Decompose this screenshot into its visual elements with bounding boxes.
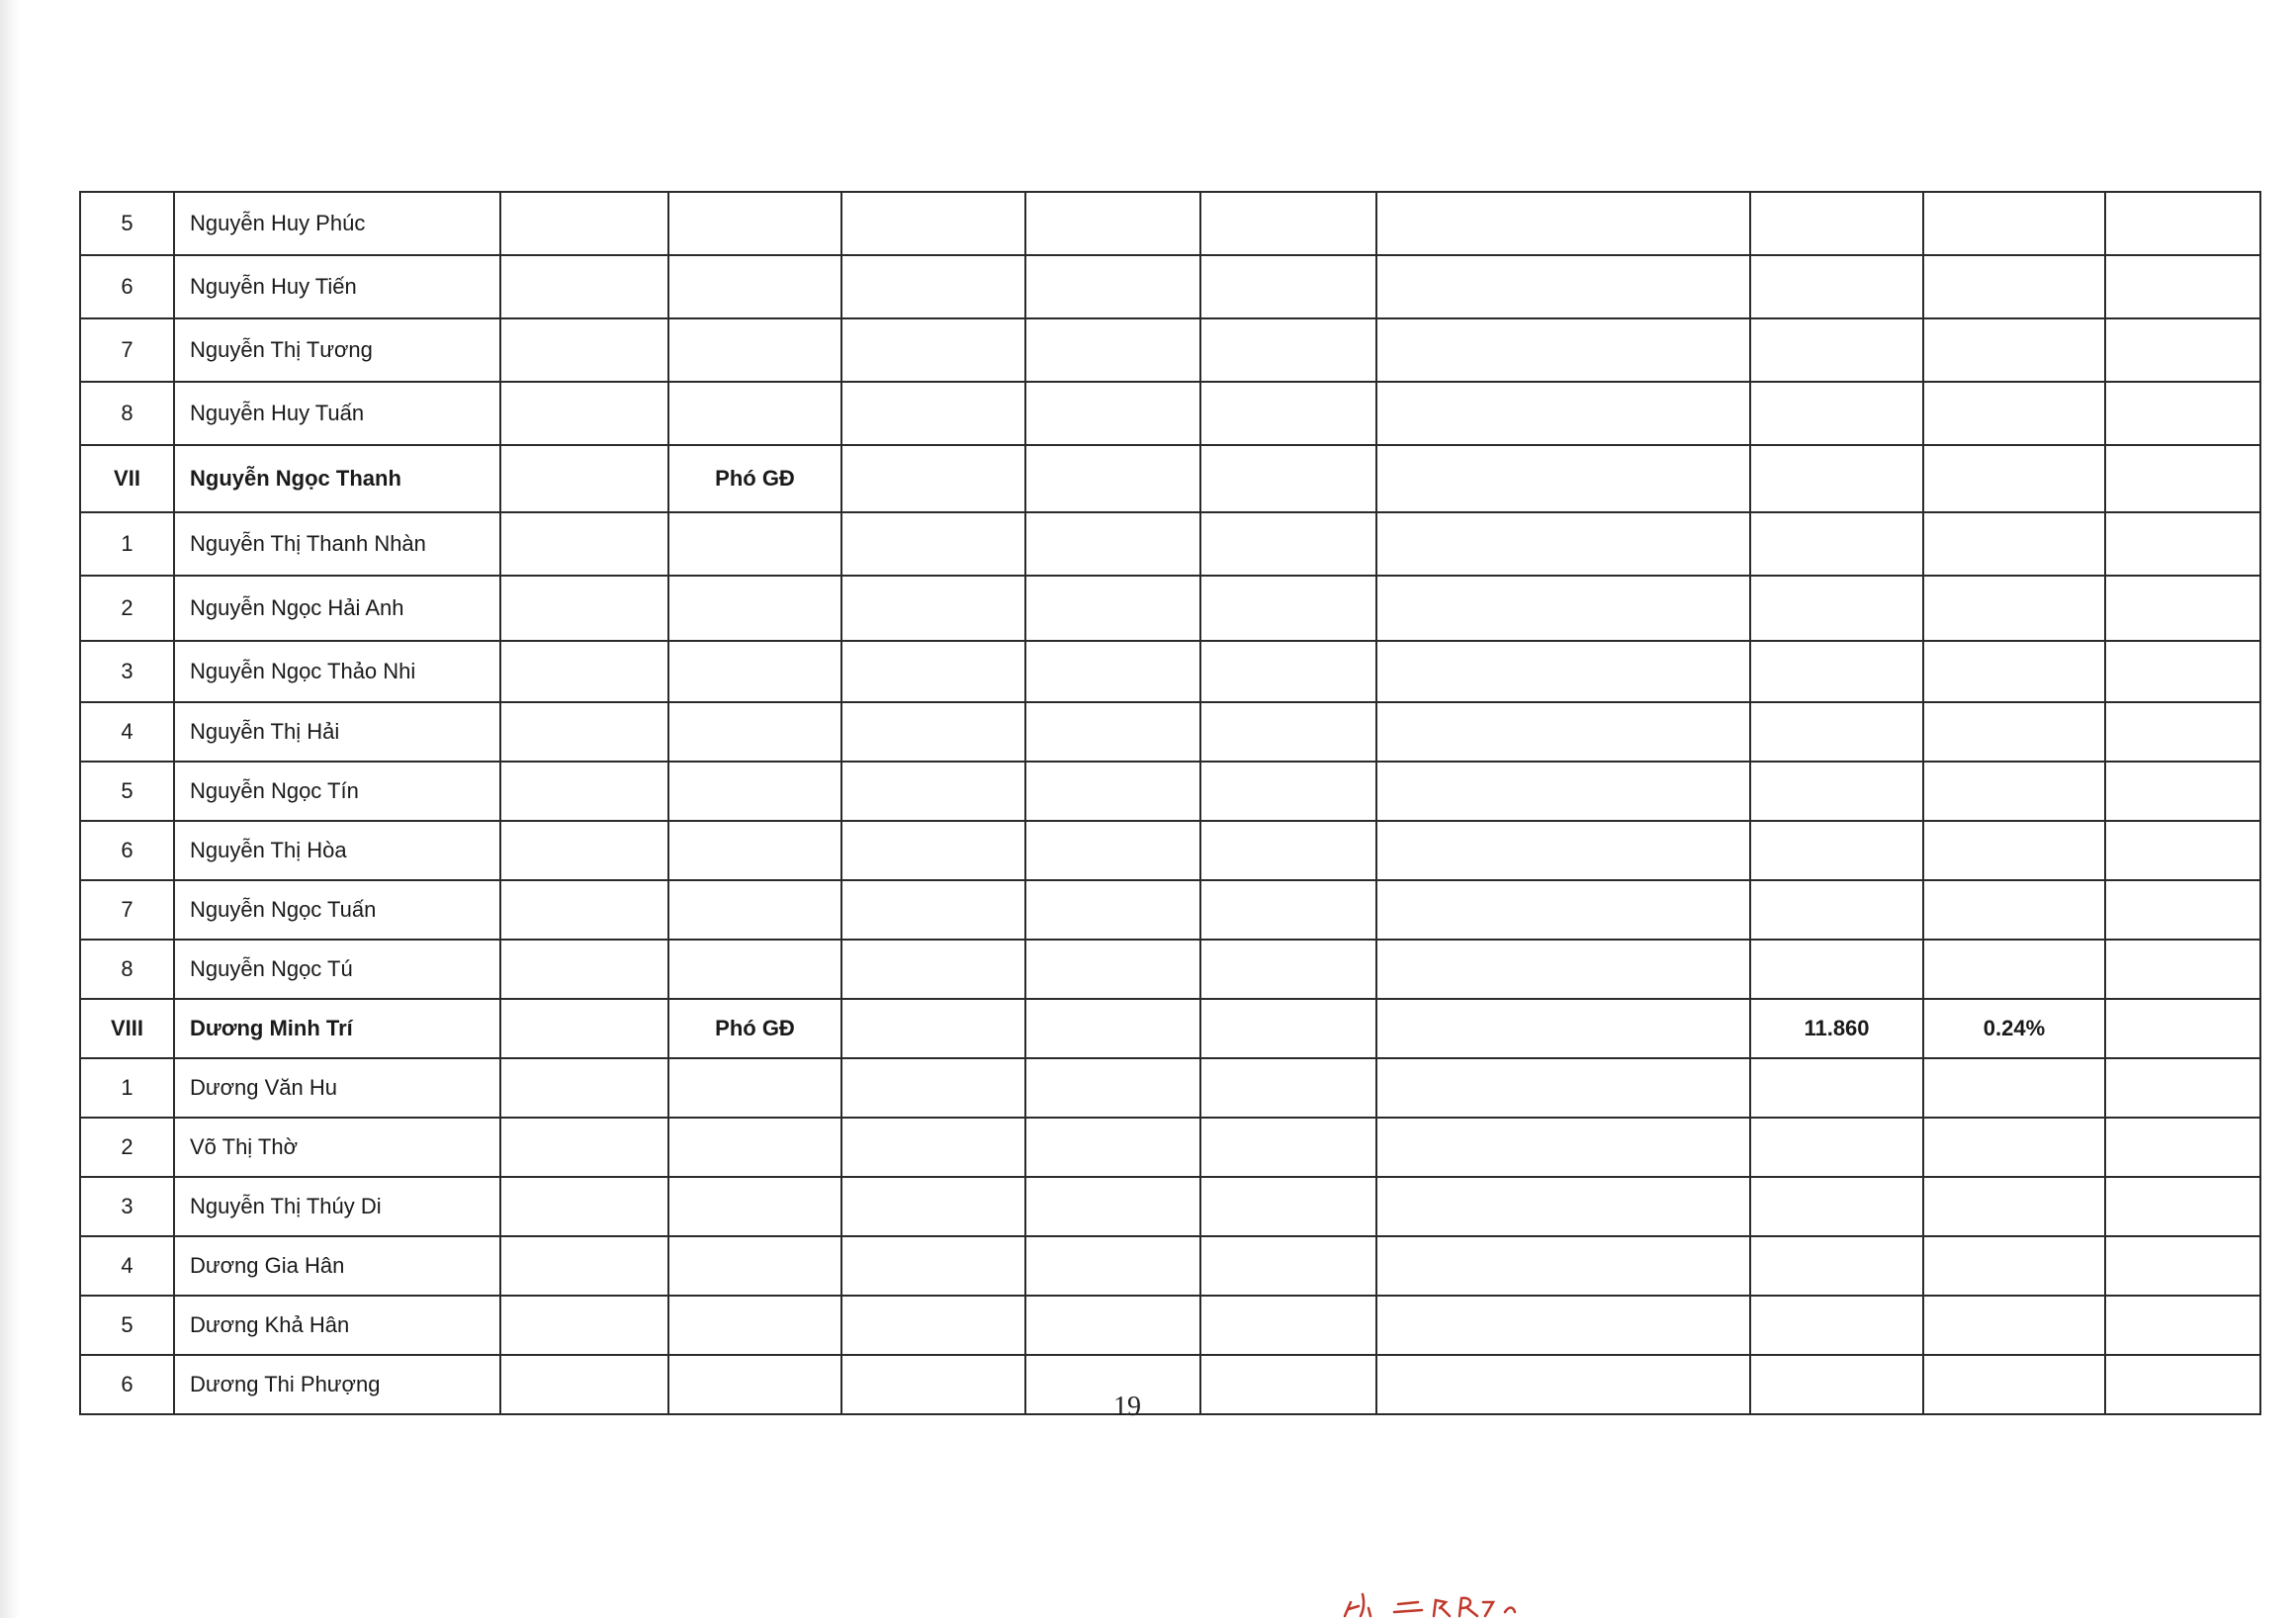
position-cell [668, 255, 841, 318]
position-cell [668, 1236, 841, 1296]
row-number-cell: 8 [80, 940, 174, 999]
empty-cell [1025, 255, 1200, 318]
address-cell [1376, 880, 1750, 940]
position-cell [668, 762, 841, 821]
id-cell [500, 576, 668, 641]
name-cell: Nguyễn Thị Thúy Di [174, 1177, 500, 1236]
empty-cell [1200, 255, 1376, 318]
name-cell: Dương Văn Hu [174, 1058, 500, 1118]
address-cell [1376, 762, 1750, 821]
id-cell [500, 1296, 668, 1355]
shares-cell [1750, 445, 1923, 512]
position-cell [668, 1355, 841, 1414]
table-row [80, 880, 2260, 940]
position-cell [668, 512, 841, 576]
table-row [80, 702, 2260, 762]
shares-cell [1750, 821, 1923, 880]
ratio-cell [1923, 255, 2105, 318]
empty-cell [841, 880, 1025, 940]
shares-cell [1750, 255, 1923, 318]
shares-cell [1750, 512, 1923, 576]
table-row [80, 1355, 2260, 1414]
position-cell [668, 1296, 841, 1355]
position-cell [668, 1118, 841, 1177]
note-cell [2105, 999, 2260, 1058]
name-cell: Nguyễn Ngọc Tuấn [174, 880, 500, 940]
ratio-cell [1923, 762, 2105, 821]
address-cell [1376, 702, 1750, 762]
note-cell [2105, 255, 2260, 318]
id-cell [500, 821, 668, 880]
row-number-cell: 3 [80, 1177, 174, 1236]
empty-cell [1200, 445, 1376, 512]
shares-cell [1750, 1058, 1923, 1118]
row-number-cell: VIII [80, 999, 174, 1058]
row-number-cell: 5 [80, 762, 174, 821]
empty-cell [1025, 382, 1200, 445]
shareholder-table-wrapper [79, 191, 2261, 1415]
ratio-cell [1923, 1118, 2105, 1177]
ratio-cell [1923, 1177, 2105, 1236]
empty-cell [1200, 702, 1376, 762]
id-cell [500, 1058, 668, 1118]
empty-cell [1025, 702, 1200, 762]
position-cell [668, 1177, 841, 1236]
table-row [80, 382, 2260, 445]
position-cell [668, 318, 841, 382]
empty-cell [841, 1058, 1025, 1118]
shares-cell [1750, 762, 1923, 821]
shares-cell [1750, 1296, 1923, 1355]
empty-cell [841, 762, 1025, 821]
empty-cell [1025, 1177, 1200, 1236]
ratio-cell [1923, 1236, 2105, 1296]
empty-cell [1025, 821, 1200, 880]
id-cell [500, 1118, 668, 1177]
position-cell [668, 702, 841, 762]
table-row [80, 318, 2260, 382]
empty-cell [1200, 940, 1376, 999]
empty-cell [1025, 999, 1200, 1058]
name-cell: Nguyễn Thị Hải [174, 702, 500, 762]
empty-cell [1200, 1177, 1376, 1236]
name-cell: Nguyễn Thị Thanh Nhàn [174, 512, 500, 576]
empty-cell [1200, 1058, 1376, 1118]
row-number-cell: 6 [80, 821, 174, 880]
empty-cell [1200, 1118, 1376, 1177]
table-body [80, 192, 2260, 1414]
empty-cell [1200, 192, 1376, 255]
empty-cell [841, 1118, 1025, 1177]
ratio-cell [1923, 641, 2105, 702]
row-number-cell: 7 [80, 318, 174, 382]
note-cell [2105, 880, 2260, 940]
note-cell [2105, 512, 2260, 576]
note-cell [2105, 641, 2260, 702]
name-cell: Nguyễn Thị Hòa [174, 821, 500, 880]
name-cell: Nguyễn Ngọc Thảo Nhi [174, 641, 500, 702]
shares-cell [1750, 1177, 1923, 1236]
address-cell [1376, 999, 1750, 1058]
name-cell: Dương Gia Hân [174, 1236, 500, 1296]
ratio-cell [1923, 702, 2105, 762]
empty-cell [841, 702, 1025, 762]
note-cell [2105, 192, 2260, 255]
shares-cell [1750, 192, 1923, 255]
note-cell [2105, 576, 2260, 641]
ratio-cell [1923, 382, 2105, 445]
shares-cell [1750, 940, 1923, 999]
row-number-cell: 1 [80, 1058, 174, 1118]
id-cell [500, 1355, 668, 1414]
address-cell [1376, 445, 1750, 512]
row-number-cell: 1 [80, 512, 174, 576]
id-cell [500, 702, 668, 762]
empty-cell [1200, 762, 1376, 821]
empty-cell [1200, 512, 1376, 576]
empty-cell [1200, 880, 1376, 940]
ratio-cell: 0.24% [1923, 999, 2105, 1058]
shares-cell [1750, 702, 1923, 762]
name-cell: Nguyễn Huy Phúc [174, 192, 500, 255]
scan-left-edge [0, 0, 20, 1618]
note-cell [2105, 821, 2260, 880]
empty-cell [1200, 1296, 1376, 1355]
id-cell [500, 512, 668, 576]
empty-cell [1200, 318, 1376, 382]
row-number-cell: 4 [80, 702, 174, 762]
row-number-cell: 2 [80, 576, 174, 641]
ratio-cell [1923, 1058, 2105, 1118]
note-cell [2105, 445, 2260, 512]
table-row [80, 641, 2260, 702]
ratio-cell [1923, 821, 2105, 880]
table-row [80, 940, 2260, 999]
row-number-cell: 5 [80, 192, 174, 255]
empty-cell [1025, 192, 1200, 255]
ratio-cell [1923, 512, 2105, 576]
address-cell [1376, 318, 1750, 382]
empty-cell [841, 192, 1025, 255]
ratio-cell [1923, 192, 2105, 255]
name-cell: Nguyễn Huy Tiến [174, 255, 500, 318]
name-cell: Dương Khả Hân [174, 1296, 500, 1355]
address-cell [1376, 1355, 1750, 1414]
empty-cell [1025, 1118, 1200, 1177]
id-cell [500, 940, 668, 999]
ratio-cell [1923, 1355, 2105, 1414]
empty-cell [1025, 940, 1200, 999]
name-cell: Dương Thi Phượng [174, 1355, 500, 1414]
table-row [80, 576, 2260, 641]
position-cell [668, 880, 841, 940]
empty-cell [841, 999, 1025, 1058]
table-row [80, 762, 2260, 821]
address-cell [1376, 1118, 1750, 1177]
note-cell [2105, 382, 2260, 445]
shares-cell [1750, 576, 1923, 641]
note-cell [2105, 1058, 2260, 1118]
id-cell [500, 880, 668, 940]
address-cell [1376, 192, 1750, 255]
empty-cell [1025, 880, 1200, 940]
shares-cell [1750, 318, 1923, 382]
position-cell [668, 382, 841, 445]
ratio-cell [1923, 940, 2105, 999]
position-cell: Phó GĐ [668, 445, 841, 512]
table-row [80, 255, 2260, 318]
table-row [80, 192, 2260, 255]
empty-cell [1025, 1058, 1200, 1118]
address-cell [1376, 940, 1750, 999]
ratio-cell [1923, 880, 2105, 940]
address-cell [1376, 1296, 1750, 1355]
note-cell [2105, 318, 2260, 382]
name-cell: Nguyễn Ngọc Hải Anh [174, 576, 500, 641]
row-number-cell: 7 [80, 880, 174, 940]
empty-cell [1200, 576, 1376, 641]
position-cell [668, 641, 841, 702]
row-number-cell: 6 [80, 1355, 174, 1414]
id-cell [500, 1236, 668, 1296]
table-row [80, 1118, 2260, 1177]
empty-cell [1200, 1236, 1376, 1296]
empty-cell [1200, 641, 1376, 702]
empty-cell [1200, 382, 1376, 445]
position-cell [668, 1058, 841, 1118]
empty-cell [841, 512, 1025, 576]
name-cell: Dương Minh Trí [174, 999, 500, 1058]
note-cell [2105, 762, 2260, 821]
empty-cell [1025, 318, 1200, 382]
empty-cell [841, 821, 1025, 880]
name-cell: Nguyễn Ngọc Thanh [174, 445, 500, 512]
name-cell: Nguyễn Ngọc Tú [174, 940, 500, 999]
empty-cell [841, 641, 1025, 702]
id-cell [500, 1177, 668, 1236]
shares-cell [1750, 382, 1923, 445]
row-number-cell: 8 [80, 382, 174, 445]
empty-cell [841, 318, 1025, 382]
table-row [80, 512, 2260, 576]
name-cell: Nguyễn Thị Tương [174, 318, 500, 382]
position-cell: Phó GĐ [668, 999, 841, 1058]
note-cell [2105, 1118, 2260, 1177]
address-cell [1376, 821, 1750, 880]
page-number: 19 [1113, 1392, 1141, 1422]
id-cell [500, 999, 668, 1058]
address-cell [1376, 382, 1750, 445]
empty-cell [1025, 576, 1200, 641]
table-row [80, 821, 2260, 880]
empty-cell [841, 1177, 1025, 1236]
row-number-cell: 3 [80, 641, 174, 702]
empty-cell [841, 576, 1025, 641]
address-cell [1376, 255, 1750, 318]
ratio-cell [1923, 318, 2105, 382]
empty-cell [841, 940, 1025, 999]
empty-cell [841, 255, 1025, 318]
empty-cell [1200, 1355, 1376, 1414]
position-cell [668, 821, 841, 880]
ratio-cell [1923, 445, 2105, 512]
shares-cell: 11.860 [1750, 999, 1923, 1058]
note-cell [2105, 1355, 2260, 1414]
empty-cell [1200, 999, 1376, 1058]
empty-cell [841, 382, 1025, 445]
shares-cell [1750, 880, 1923, 940]
position-cell [668, 576, 841, 641]
id-cell [500, 641, 668, 702]
address-cell [1376, 512, 1750, 576]
empty-cell [1025, 1236, 1200, 1296]
empty-cell [1025, 762, 1200, 821]
name-cell: Nguyễn Ngọc Tín [174, 762, 500, 821]
row-number-cell: 2 [80, 1118, 174, 1177]
table-row [80, 1058, 2260, 1118]
table-row [80, 1177, 2260, 1236]
note-cell [2105, 1296, 2260, 1355]
shares-cell [1750, 1236, 1923, 1296]
note-cell [2105, 940, 2260, 999]
row-number-cell: 6 [80, 255, 174, 318]
empty-cell [841, 445, 1025, 512]
empty-cell [1025, 1296, 1200, 1355]
empty-cell [841, 1236, 1025, 1296]
name-cell: Nguyễn Huy Tuấn [174, 382, 500, 445]
shares-cell [1750, 1355, 1923, 1414]
address-cell [1376, 576, 1750, 641]
empty-cell [1025, 445, 1200, 512]
position-cell [668, 192, 841, 255]
note-cell [2105, 1177, 2260, 1236]
row-number-cell: 4 [80, 1236, 174, 1296]
address-cell [1376, 1236, 1750, 1296]
ratio-cell [1923, 1296, 2105, 1355]
empty-cell [841, 1355, 1025, 1414]
id-cell [500, 445, 668, 512]
address-cell [1376, 641, 1750, 702]
id-cell [500, 382, 668, 445]
empty-cell [1200, 821, 1376, 880]
note-cell [2105, 1236, 2260, 1296]
table-row [80, 1236, 2260, 1296]
id-cell [500, 318, 668, 382]
shares-cell [1750, 1118, 1923, 1177]
table-group-row [80, 445, 2260, 512]
row-number-cell: VII [80, 445, 174, 512]
table-row [80, 1296, 2260, 1355]
address-cell [1376, 1177, 1750, 1236]
address-cell [1376, 1058, 1750, 1118]
id-cell [500, 192, 668, 255]
id-cell [500, 255, 668, 318]
table-group-row [80, 999, 2260, 1058]
name-cell: Võ Thị Thờ [174, 1118, 500, 1177]
empty-cell [1025, 512, 1200, 576]
shares-cell [1750, 641, 1923, 702]
related-persons-table [79, 191, 2261, 1415]
id-cell [500, 762, 668, 821]
empty-cell [1025, 641, 1200, 702]
row-number-cell: 5 [80, 1296, 174, 1355]
note-cell [2105, 702, 2260, 762]
position-cell [668, 940, 841, 999]
ratio-cell [1923, 576, 2105, 641]
handwritten-signature [1335, 1582, 1602, 1618]
empty-cell [841, 1296, 1025, 1355]
